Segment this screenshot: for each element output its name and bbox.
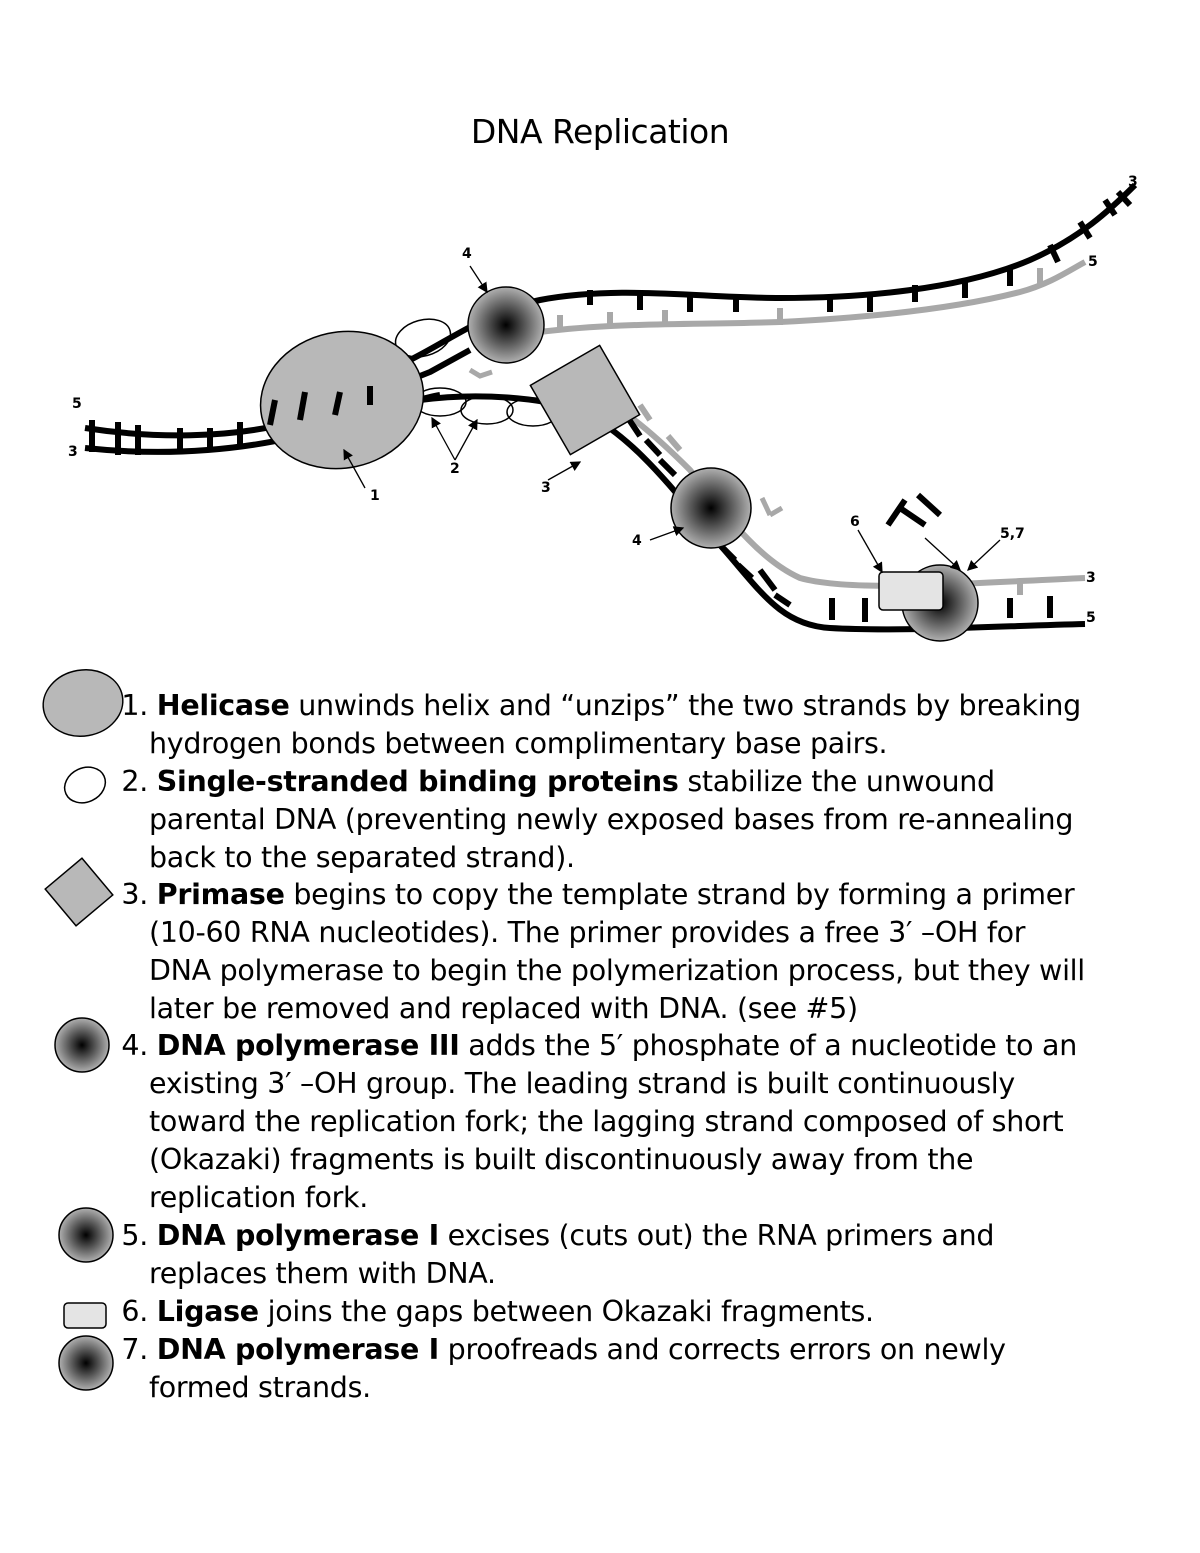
label-bottom-right-3: 3 bbox=[1086, 570, 1096, 586]
label-pol3-bottom: 4 bbox=[632, 533, 642, 549]
key-ssb-icon bbox=[60, 765, 110, 805]
list-item: 4. DNA polymerase III adds the 5′ phosphate of a nucleotide to an existing 3′ –OH group. The leading strand is built continuously toward the replication fork; the lagging strand composed of short (Okazaki) fragments is built discontinuously away from the replication fork. bbox=[121, 1029, 1077, 1214]
key-polymerase-iii-icon bbox=[52, 1015, 112, 1075]
label-bottom-right-5: 5 bbox=[1086, 610, 1096, 626]
label-top-right-3: 3 bbox=[1128, 174, 1138, 190]
list-item: 7. DNA polymerase I proofreads and corrects errors on newly formed strands. bbox=[121, 1333, 1006, 1404]
key-polymerase-i-icon bbox=[56, 1205, 116, 1265]
list-item: 1. Helicase unwinds helix and “unzips” the two strands by breaking hydrogen bonds between complimentary base pairs. bbox=[121, 689, 1081, 760]
page-title: DNA Replication bbox=[470, 112, 730, 151]
polymerase-iii-bottom bbox=[671, 468, 751, 548]
label-top-right-5: 5 bbox=[1088, 254, 1098, 270]
label-pol3-top: 4 bbox=[462, 246, 472, 262]
label-pol1: 5,7 bbox=[1000, 526, 1025, 542]
key-primase-icon bbox=[35, 848, 120, 933]
key-polymerase-i-icon-2 bbox=[56, 1333, 116, 1393]
label-ssb: 2 bbox=[450, 461, 460, 477]
lagging-strand bbox=[420, 370, 1085, 629]
list-item: 3. Primase begins to copy the template strand by forming a primer (10-60 RNA nucleotides). The primer provides a free 3′ –OH for DNA polymerase to begin the polymerization process, but they will later be removed and replaced with DNA. (see #5) bbox=[121, 878, 1085, 1025]
label-primase: 3 bbox=[541, 480, 551, 496]
label-helicase: 1 bbox=[370, 488, 380, 504]
list-item: 6. Ligase joins the gaps between Okazaki fragments. bbox=[121, 1295, 874, 1328]
list-item: 2. Single-stranded binding proteins stabilize the unwound parental DNA (preventing newly exposed bases from re-annealing back to the separated strand). bbox=[121, 765, 1074, 874]
label-left-3: 3 bbox=[68, 444, 78, 460]
dna-replication-diagram bbox=[0, 160, 1200, 660]
ligase-shape bbox=[879, 572, 943, 610]
key-ligase-icon bbox=[62, 1300, 110, 1332]
label-left-5: 5 bbox=[72, 396, 82, 412]
label-ligase: 6 bbox=[850, 514, 860, 530]
list-item: 5. DNA polymerase I excises (cuts out) the RNA primers and replaces them with DNA. bbox=[121, 1219, 995, 1290]
helicase-shape bbox=[248, 316, 437, 483]
polymerase-iii-top bbox=[468, 287, 544, 363]
